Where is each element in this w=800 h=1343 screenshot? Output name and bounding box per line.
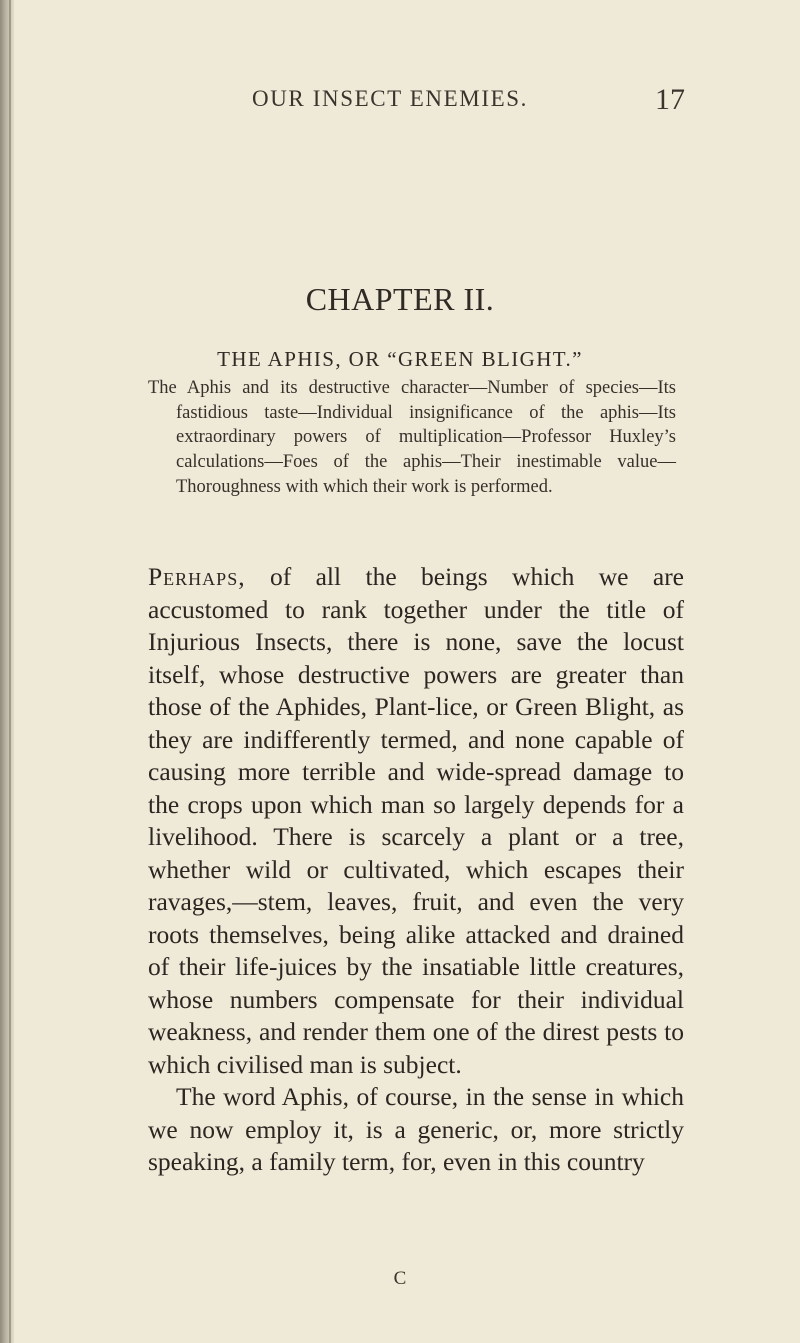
paragraph-2: The word Aphis, of course, in the sense in which we now employ it, is a generic, or, more strictly speaking, a family term, for, even in this country [148,1082,684,1176]
running-head [0,83,800,126]
running-title: OUR INSECT ENEMIES. [252,86,528,111]
paragraph-1-text: of all the beings which we are accustomed to rank together under the title of Injurious Insects, there is none, save the locust itself, whose destructive powers are greater than those of the Aphides, Plant-lice, or Green Blight, as they are indifferently termed, and none capable of causing more terrible and wide-spread damage to the crops upon which man so largely depends for a livelihood. There is scarcely a plant or a tree, whether wild or cultivated, which escapes their ravages,—stem, leaves, fruit, and even the very roots themselves, being alike attacked and drained of their life-juices by the insatiable little creatures, whose numbers compensate for their individual weakness, and render them one of the direst pests to which civilised man is subject. [148,562,684,1079]
paragraph-lead-word: Perhaps, [148,562,246,591]
page-number: 17 [655,83,685,116]
chapter-summary [148,376,676,500]
chapter-title: CHAPTER II. [305,281,495,317]
paragraph-1 [148,561,684,1081]
chapter-subtitle: THE APHIS, OR “GREEN BLIGHT.” [217,347,583,371]
chapter-summary-text: The Aphis and its destructive character—Number of species—Its fastidious taste—Individual insignificance of the aphis—Its extraordinary powers of multiplication—Professor Huxley’s calculations—Foes of the aphis—Their inestimable value—Thoroughness with which their work is performed. [148,378,676,497]
body-text [148,561,684,1179]
signature-mark: C [393,1268,407,1289]
